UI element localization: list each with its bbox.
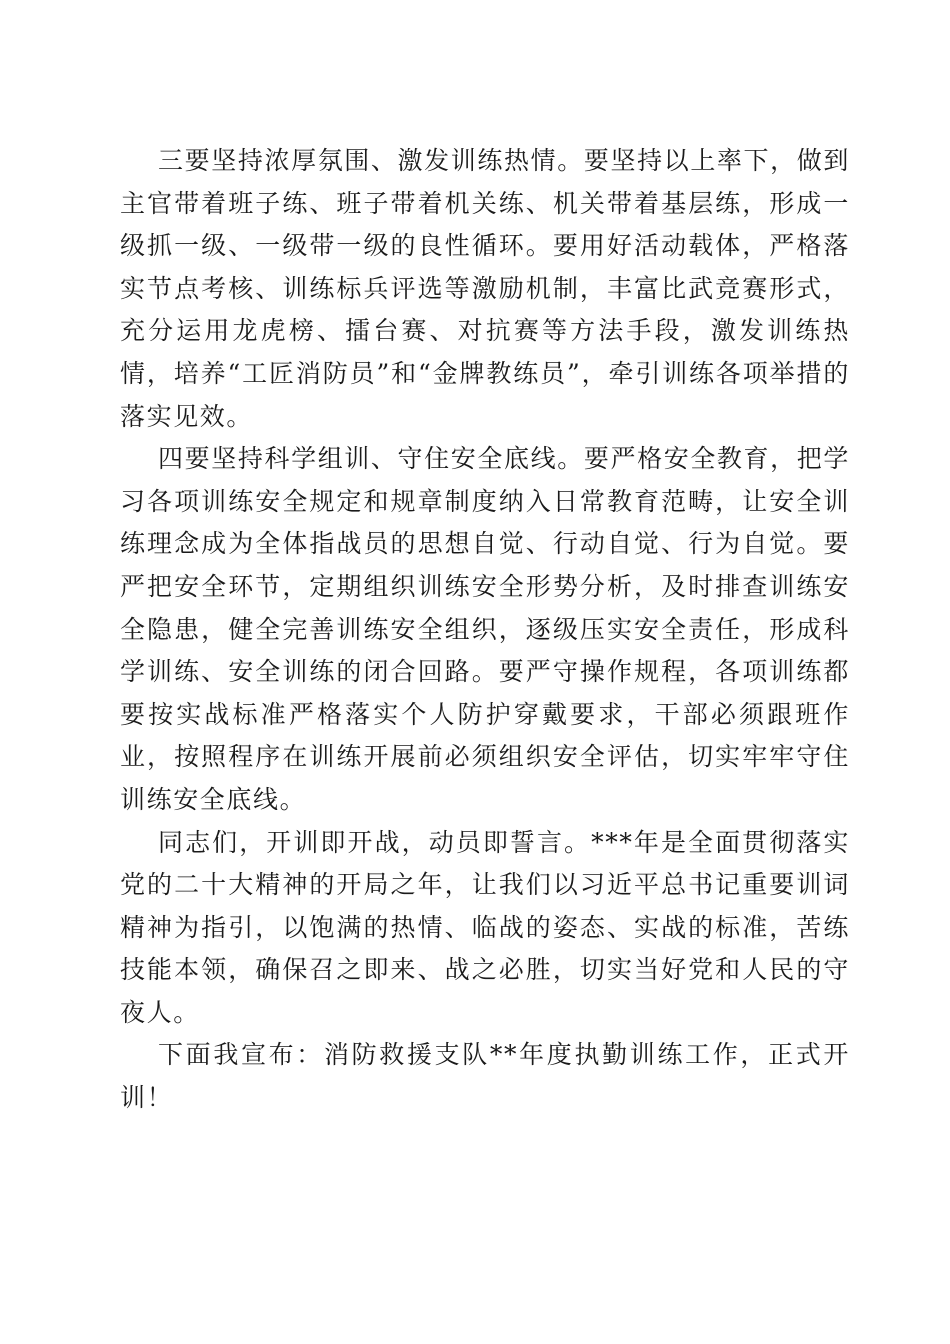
paragraph-training-atmosphere: 三要坚持浓厚氛围、激发训练热情。要坚持以上率下，做到主官带着班子练、班子带着机关练、机关带着基层练，形成一级抓一级、一级带一级的良性循环。要用好活动载体，严格落实节点考核、训练标兵评选等激励机制，丰富比武竞赛形式，充分运用龙虎榜、擂台赛、对抗赛等方法手段，激发训练热情，培养“工匠消防员”和“金牌教练员”，牵引训练各项举措的落实见效。: [120, 146, 850, 431]
paragraph-mobilization: 同志们，开训即开战，动员即誓言。***年是全面贯彻落实党的二十大精神的开局之年，让我们以习近平总书记重要训词精神为指引，以饱满的热情、临战的姿态、实战的标准，苦练技能本领，确保召之即来、战之必胜，切实当好党和人民的守夜人。: [120, 827, 850, 1027]
paragraph-training-safety: 四要坚持科学组训、守住安全底线。要严格安全教育，把学习各项训练安全规定和规章制度纳入日常教育范畴，让安全训练理念成为全体指战员的思想自觉、行动自觉、行为自觉。要严把安全环节，定期组织训练安全形势分析，及时排查训练安全隐患，健全完善训练安全组织，逐级压实安全责任，形成科学训练、安全训练的闭合回路。要严守操作规程，各项训练都要按实战标准严格落实个人防护穿戴要求，干部必须跟班作业，按照程序在训练开展前必须组织安全评估，切实牢牢守住训练安全底线。: [120, 444, 850, 814]
document-body: [120, 140, 850, 1120]
paragraph-announcement: 下面我宣布：消防救援支队**年度执勤训练工作，正式开训！: [120, 1040, 850, 1113]
